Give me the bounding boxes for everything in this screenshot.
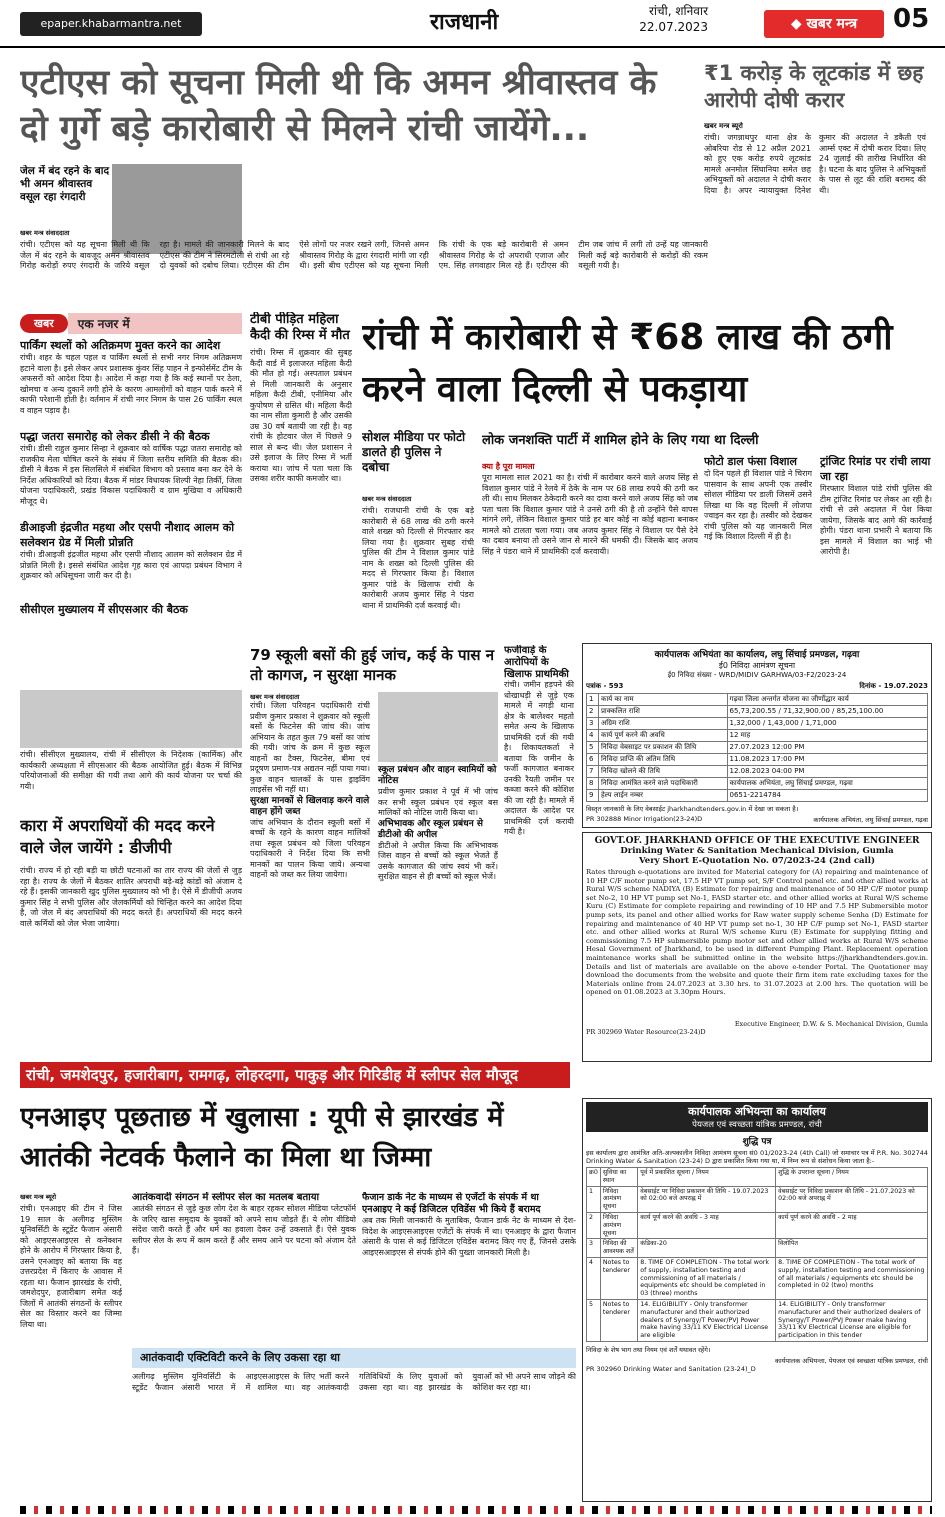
tb-body: रांची। रिम्स में शुक्रवार की सुबह कैदी वार्ड में इलाजरत महिला कैदी की मौत हो गई। अस्पताल प्रबंधन से मिली जानकारी के अनुसार महिला कैदी टीबी, एनीमिया और कुपोषण से ग्रसित थी। महिला कैदी का नाम सीता कुमारी है और उसकी उम्र 30 वर्ष बतायी जा रही है। वह रांची के होटवार जेल में पिछले 9 साल से बन्द थी। जेल प्रशासन ने उसे इलाज के लिए रिम्स में भर्ती कराया था। जांच में पता चला कि उसका शरीर काफी कमजोर था। bbox=[250, 348, 352, 483]
table-row: 1 कार्य का नाम गढ़वा जिला अन्तर्गत योजना का जीर्णोद्धार कार्य bbox=[587, 694, 928, 706]
ad2-title: GOVT.OF. JHARKHAND OFFICE OF THE EXECUTIVE ENGINEER bbox=[594, 836, 920, 846]
tender-ad-garhwa bbox=[582, 643, 932, 828]
lead-photo-caption bbox=[20, 165, 110, 225]
thug-sub2: ट्रांजिट रिमांड पर रांची लाया जा रहा bbox=[820, 455, 931, 483]
website-label[interactable]: epaper.khabarmantra.net bbox=[20, 12, 202, 36]
ad1-table bbox=[586, 693, 928, 802]
table-row: 8 निविदा आमंत्रित करने वाले पदाधिकारी कार्यपालक अभियंता, लघु सिंचाई प्रमण्डल, गढ़वा bbox=[587, 778, 928, 790]
ad1-dinank: दिनांक - 19.07.2023 bbox=[859, 682, 928, 690]
tb-headline: टीबी पीड़ित महिला कैदी की रिम्स में मौत bbox=[250, 312, 350, 343]
bus-body2: प्रवीण कुमार प्रकाश ने पूर्व में भी जांच कर सभी स्कूल प्रबंधन एवं स्कूल बस मालिकों को नोटिस जारी किया था। bbox=[378, 787, 498, 817]
ad3-sign: कार्यपालक अभियन्ता, पेयजल एवं स्वच्छता यांत्रिक प्रमण्डल, रांची bbox=[774, 1356, 928, 1365]
loot-story bbox=[704, 122, 926, 298]
section-title: राजधानी bbox=[430, 10, 499, 35]
thug-lead-in: क्या है पूरा मामला bbox=[482, 462, 535, 471]
nia-col3 bbox=[362, 1192, 576, 1342]
ad1-patrank: पत्रांक - 593 bbox=[586, 682, 624, 690]
nia-sub3: आतंकवादी एक्टिविटी करने के लिए उकसा रहा था bbox=[132, 1348, 576, 1368]
nia-sub2: फैजान डार्क नेट के माध्यम से एजेंटों के संपर्क में था bbox=[362, 1192, 539, 1203]
ad3-label: शुद्धि पत्र bbox=[742, 1137, 772, 1147]
ad1-foot: विस्तृत जानकारी के लिए वेबसाईट jharkhandtenders.gov.in में देखा जा सकता है। bbox=[586, 805, 799, 813]
table-row: 1 निविदा आमंत्रण सूचना वेबसाईट पर निविदा प्रकाशन की तिथि - 19.07.2023 को 02:00 बजे अपराह्न में वेबसाईट पर निविदा प्रकाशन की तिथि - 21.07.2023 को 02:00 बजे अपराह्न में bbox=[587, 1186, 928, 1212]
lead-caption-text: जेल में बंद रहने के बाद भी अमन श्रीवास्तव वसूल रहा रंगदारी bbox=[20, 165, 110, 203]
page-number: 05 bbox=[893, 4, 930, 34]
bus-body1: जांच अभियान के दौरान स्कूली बसों में बच्चों के रहने के कारण वाहन मालिकों तथा स्कूल प्रबंधन को जिला परिवहन पदाधिकारी ने निर्देश दिया कि सभी मानकों का पालन किया जाये। अन्यथा वाहनों को जब्त कर लिया जायेगा। bbox=[250, 817, 370, 879]
bus-sub1: सुरक्षा मानकों से खिलवाड़ करने वाले वाहन होंगे जब्त bbox=[250, 795, 370, 817]
table-row: 5 निविदा वेबसाइट पर प्रकाशन की तिथि 27.07.2023 12:00 PM bbox=[587, 742, 928, 754]
bus-body: रांची। जिला परिवहन पदाधिकारी रांची प्रवीण कुमार प्रकाश ने शुक्रवार को स्कूली बसों के फिटनेस की जांच की। जांच अभियान के तहत कुल 79 बसों का जांच की गयी। जांच के क्रम में कुछ स्कूल वाहनों का टैक्स, फिटनेस, बीमा एवं प्रदूषण प्रमाण-पत्र अद्यतन नहीं पाया गया। कुछ वाहन चालकों के पास ड्राइविंग लाइसेंस भी नहीं था। bbox=[250, 701, 370, 794]
thug-body2: पूरा मामला साल 2021 का है। रांची में कारोबार करने वाले अजय सिंह से विशाल कुमार पांडे ने रेलवे में ठेके के नाम पर 68 लाख रुपये की ठगी कर ली थी। साथ मिलकर ठेकेदारी करने का दावा करने वाले अजय सिंह को जब पता चला कि विशाल कुमार पांडे ने उनसे ठगी की है तो उन्होंने पैसे वापस मांगने लगे, लेकिन विशाल कुमार पांडे हर बार कोई ना कोई बहाना बनाकर मामले को टालता चला गया। जब अजय कुमार सिंह ने विशाल पर पैसे देने का दबाव बनाया तो उसने जान से मारने की धमकी दी। जिसके बाद अजय सिंह ने पंडरा थाने में प्राथमिकी दर्ज करवायी। bbox=[482, 473, 698, 556]
table-row: 3 निविदा की आवश्यक शर्तें कंडिका-20 विलोपित bbox=[587, 1239, 928, 1258]
bus-photo bbox=[378, 692, 498, 762]
nazar-tag: खबर bbox=[20, 314, 68, 333]
thug-side-head: सोशल मीडिया पर फोटो डालते ही पुलिस ने दबोचा bbox=[362, 430, 466, 474]
place-label: रांची, शनिवार bbox=[649, 4, 708, 18]
nia-body: रांची। एनआइए की टीम ने जिस 19 साल के अलीगढ़ मुस्लिम यूनिवर्सिटी के स्टूडेंट फैजान अंसारी को आइएसआइएस से कनेक्शन होने के आरोप में गिरफ्तार किया है, उसने एनआइए को बताया कि वह उत्तरप्रदेश में किराए के आवास में रहता था। फैजान झारखंड के रांची, जमशेदपुर, हजारीबाग समेत कई जिलों में आतंकी संगठनों के स्लीपर सेल का विस्तार करने का जिम्मा लिया था। bbox=[20, 1204, 122, 1329]
bus-body3: डीटीओ ने अपील किया कि अभिभावक जिस वाहन से बच्चों को स्कूल भेजते हैं उसके कागजात की जांच स्वयं भी करें। सुरक्षित वाहन से ही बच्चों को स्कूल भेजें। bbox=[378, 840, 498, 881]
fir-body: रांची। जमीन हड़पने की धोखाधड़ी से जुड़े एक मामले में नगड़ी थाना क्षेत्र के बालेश्वर महतो समेत अन्य के खिलाफ प्राथमिकी दर्ज की गयी है। शिकायतकर्ता ने बताया कि जमीन के फर्जी कागजात बनाकर उनकी रैयती जमीन पर कब्जा करने की कोशिश की जा रही है। मामले में अदालत के आदेश पर प्राथमिकी दर्ज करायी गयी है। bbox=[504, 680, 574, 836]
table-row: 9 हेल्प लाईन नम्बर 0651-2214784 bbox=[587, 790, 928, 802]
ad1-title: कार्यपालक अभियंता का कार्यालय, लघु सिंचाई प्रमण्डल, गढ़वा bbox=[654, 650, 860, 660]
ad2-sign: Executive Engineer, D.W. & S. Mechanical Division, Gumla bbox=[734, 1020, 928, 1028]
ad3-sub: पेयजल एवं स्वच्छता यांत्रिक प्रमण्डल, रांची bbox=[692, 1120, 822, 1130]
lead-byline: खबर मन्त्र संवाददाता bbox=[20, 229, 70, 237]
ad1-sub: ई0 निविदा आमंत्रण सूचना bbox=[718, 661, 796, 670]
nazar-header bbox=[20, 312, 242, 334]
crime-headline: कारा में अपराधियों की मदद करने वाले जेल जायेंगे : डीजीपी bbox=[20, 816, 215, 857]
nazar-title-4: सीसीएल मुख्यालय में सीएसआर की बैठक bbox=[20, 603, 188, 616]
crime-body: रांची। राज्य में हो रही बड़ी या छोटी घटनाओं का तार राज्य की जेलों से जुड़ रहा है। राज्य के जेलों में बैठकर शातिर अपराधी बड़े-बड़े कांडों को अंजाम दे रहे हैं। इसकी जानकारी खुद पुलिस मुख्यालय को भी है। ऐसे में डीजीपी अजय कुमार सिंह ने सभी पुलिस और जेलकर्मियों को चिन्हित करने का आदेश दिया है, जो जेल में बंद अपराधियों की मदद करते हैं। अपराधियों की मदद करने वाले कर्मियों को जेल भेजा जायेगा। bbox=[20, 866, 242, 928]
nazar-body-1: रांची। शहर के चहल पहल व पार्किंग स्थलों से सभी नगर निगम अतिक्रमण हटाने वाला है। इसे लेकर अपर प्रशासक कुंवर सिंह पाहन ने इन्फोर्समेंट टीम के अफसरों को आदेश दिया है। आदेश में कहा गया है कि कई स्थानों पर ठेला, खोमचा व अन्य दुकानें लगी होने के कारण आमलोगों को वाहन पार्क करने में काफी परेशानी होती है। वर्तमान में रांची नगर निगम के पास 26 पार्किंग स्थल व वाहन पड़ाव है। bbox=[20, 353, 242, 415]
thug-body4: गिरफ्तार विशाल पांडे रांची पुलिस की टीम ट्रांजिट रिमांड पर लेकर आ रही है। रांची से उसे अदालत में पेश किया जायेगा, जिसके बाद आगे की कार्रवाई होगी। पंडरा थाना प्रभारी ने बताया कि इस मामले में विशाल का भाई भी आरोपी है। bbox=[820, 484, 932, 556]
bus-headline: 79 स्कूली बसों की हुई जांच, कई के पास न तो कागज, न सुरक्षा मानक bbox=[250, 646, 495, 684]
bus-sub3: अभिभावक और स्कूल प्रबंधन से डीटीओ की अपील bbox=[378, 818, 483, 840]
loot-byline: खबर मन्त्र ब्यूरो bbox=[704, 122, 743, 130]
nazar-label: एक नजर में bbox=[68, 313, 242, 334]
nazar-list bbox=[20, 338, 242, 688]
thug-body1: रांची। राजधानी रांची के एक बड़े कारोबारी से 68 लाख की ठगी करने वाले शख्स को दिल्ली से गिरफ्तार कर लिया गया है। शुक्रवार सुबह रांची पुलिस की टीम ने विशाल कुमार पांडे नाम के शख्स को दिल्ली पुलिस की मदद से गिरफ्तार किया है। विशाल कुमार पांडे के खिलाफ रांची के कारोबारी अजय कुमार सिंह ने पंडरा थाना में प्राथमिकी दर्ज करवाई थी। bbox=[362, 506, 474, 610]
nazar-body-4: रांची। सीसीएल मुख्यालय, रांची में सीसीएल के निदेशक (कार्मिक) और कार्यकारी अध्यक्षता में सीएसआर की बैठक आयोजित हुई। बैठक में विभिन्न परियोजनाओं की समीक्षा की गयी तथा आगे की कार्य योजना पर चर्चा की गयी। bbox=[20, 750, 242, 791]
thug-col3 bbox=[704, 454, 812, 624]
brand-logo: ◆ खबर मन्त्र bbox=[764, 10, 884, 38]
ad2-body: Rates through e-quotations are invited for Material category for (A) repairing and maintenance of 10 HP C/F motor pump set, 17.5 HP VT pump set, S/F Control panel etc. and other allied works at Rural W/S scheme NADIYA (B) Estimate for repairing and maintenance of 50 HP C/F motor pump set No-2, 10 HP VT pump set No-1, FASD starter etc. and other allied works at Rural W/S scheme Kuru (C) Estimate for complete repairing and rewinding of 10 HP and 7.5 HP Submersible motor pump sets, its panel and other allied works for Raw water supply scheme Senha (D) Estimate for repairing and maintenance of 40 HP VT pump set no-1, 30 HP C/F pump set No-1, FASD starter etc. and other allied works at Rural W/S scheme Kuru (E) Estimate for supplying fitting and commissioning 7.5 HP submersible pump motor set and other allied works at Rural W/S scheme Hesal Government of Jharkhand, to be used in different Pumping Plant. Replacement operation maintenance works shall be submitted online in the website https://jharkhandtenders.gov.in. Details and list of materials are available on the above e-tender Portal. The Quotationer may download the documents from the website and quote their firm item rate excluding taxes for the Materials online from 24.07.2023 at 3.30 hrs. to 31.07.2023 at 2.00 hrs. The quotation will be opened on 01.08.2023 at 3.30pm Hours. bbox=[586, 868, 928, 997]
nia-body2: अब तक मिली जानकारी के मुताबिक, फैजान डार्क नेट के माध्यम से देश-विदेश के आइएसआइएस एजेंटों के संपर्क में था। एनआइए के द्वारा फैजान अंसारी के पास से कई डिजिटल एविडेंस बरामद किए गए हैं, जिनसे उसके आइएसआइएस से संपर्क होने की पुख्ता जानकारी मिली है। bbox=[362, 1216, 576, 1257]
ad3-foot: निविदा के शेष भाग तथा नियम एवं शर्तें यथावत रहेंगे। bbox=[586, 1345, 711, 1354]
table-row: 2 प्राक्कलित राशि 65,73,200.55 / 71,32,900.00 / 85,25,100.00 bbox=[587, 706, 928, 718]
bus-byline: खबर मन्त्र संवाददाता bbox=[250, 693, 300, 701]
nia-body3: अलीगढ़ मुस्लिम यूनिवर्सिटी के स्टूडेंट फैजान अंसारी भारत में आइएसआइएस के लिए भर्ती करने में शामिल था। वह आतंकवादी गतिविधियों के लिए युवाओं को उकसा रहा था। वह झारखंड के युवाओं को भी अपने साथ जोड़ने की कोशिश कर रहा था। bbox=[132, 1372, 576, 1392]
thug-byline: खबर मन्त्र संवाददाता bbox=[362, 495, 412, 503]
ad3-table bbox=[586, 1167, 928, 1342]
lead-headline: एटीएस को सूचना मिली थी कि अमन श्रीवास्तव के दो गुर्गे बड़े कारोबारी से मिलने रांची जायेंगे... bbox=[20, 63, 657, 149]
nazar-title-3: डीआइजी इंद्रजीत महथा और एसपी नौशाद आलम को सलेक्शन ग्रेड में मिली प्रोन्नति bbox=[20, 521, 235, 549]
loot-headline: ₹1 करोड़ के लूटकांड में छह आरोपी दोषी करार bbox=[704, 61, 924, 112]
thug-col1 bbox=[362, 494, 474, 644]
sleeper-banner: रांची, जमशेदपुर, हजारीबाग, रामगढ़, लोहरदगा, पाकुड़ और गिरिडीह में स्लीपर सेल मौजूद bbox=[20, 1062, 570, 1088]
thug-col2 bbox=[482, 454, 698, 614]
nia-col1 bbox=[20, 1192, 122, 1504]
loot-body: रांची। जगन्नाथपुर थाना क्षेत्र के ओबरिया रोड से 12 अप्रैल 2021 को हुए एक करोड़ रुपये लूटकांड मामले अनमोल सिंघानिया समेत छह अभियुक्तों को अदालत ने दोषी करार दिया है। अपर न्यायायुक्त दिनेश कुमार की अदालत ने डकैती एवं आर्म्स एक्ट में दोषी करार दिया। लिए 24 जुलाई की तारीख निर्धारित की है। घटना के बाद पुलिस ने अभियुक्तों के पास से लूट की राशि बरामद की थी। bbox=[704, 133, 926, 195]
table-row: क्र0 सुविधा का स्थान पूर्व में प्रकाशित सूचना / नियम शुद्धि के उपरान्त सूचना / नियम bbox=[587, 1168, 928, 1187]
date-label: 22.07.2023 bbox=[639, 20, 708, 34]
thug-sub1: फोटो डाल फंसा विशाल bbox=[704, 455, 797, 468]
ad2-pr: PR 302969 Water Resource(23-24)D bbox=[586, 1028, 706, 1036]
thug-body3: दो दिन पहले ही विशाल पांडे ने चिराग पासवान के साथ अपनी एक तस्वीर सोशल मीडिया पर डाली जिसमें उसने लिखा था कि वह दिल्ली में लोजपा ज्वाइन कर रहा है। तस्वीर को देखकर रांची पुलिस को यह जानकारी मिल गई कि विशाल दिल्ली में ही है। bbox=[704, 469, 812, 541]
table-row: 6 निविदा प्राप्ति की अंतिम तिथि 11.08.2023 17:00 PM bbox=[587, 754, 928, 766]
nia-sub2b: एनआइए ने कई डिजिटल एविडेंस भी किये हैं बरामद bbox=[362, 1204, 541, 1215]
bus-story bbox=[250, 692, 498, 1062]
nia-headline: एनआइए पूछताछ में खुलासा : यूपी से झारखंड में आतंकी नेटवर्क फैलाने का मिला था जिम्मा bbox=[20, 1102, 504, 1173]
brand-name: खबर मन्त्र bbox=[806, 16, 858, 32]
nia-body1: आतंकी संगठन से जुड़े कुछ लोग देश के बाहर रहकर सोशल मीडिया प्लेटफॉर्म के जरिए खास समुदाय के युवकों को अपने साथ जोड़ते हैं। ये लोग वीडियो संदेश जारी करते हैं और धर्म का हवाला देकर उन्हें उकसाते हैं। ऐसे युवक स्लीपर सेल के रूप में काम करते हैं और समय आने पर घटना को अंजाम देते हैं। bbox=[132, 1204, 356, 1255]
ad1-ref: ई0 निविदा संख्या - WRD/MIDIV GARHWA/03-F2/2023-24 bbox=[667, 671, 847, 679]
ccl-meeting-photo bbox=[20, 690, 242, 748]
table-row: 3 अग्रिम राशि 1,32,000 / 1,43,000 / 1,71,000 bbox=[587, 718, 928, 730]
thug-kicker: लोक जनशक्ति पार्टी में शामिल होने के लिए गया था दिल्ली bbox=[482, 433, 759, 448]
lead-body: रांची। एटीएस को यह सूचना मिली थी कि जेल में बंद रहने के बावजूद अमन श्रीवास्तव गिरोह करोड़ों रुपए रंगदारी के जरिये वसूल रहा है। मामले की जानकारी मिलने के बाद एटीएस की टीम ने सिरमटोली से रांची आ रहे दो युवकों को दबोच लिया। एटीएस की टीम ऐसे लोगों पर नजर रखने लगी, जिनसे अमन श्रीवास्तव गिरोह के द्वारा रंगदारी मांगी जा रही थी। इसी बीच एटीएस को यह सूचना मिली कि रांची के एक बड़े कारोबारी से अमन श्रीवास्तव गिरोह के दो अपराधी एजाज और एम. सिंह लगवाहार मिल रहे हैं। एटीएस की टीम जब जांच में लगी तो उन्हें यह जानकारी मिली कई बड़े कारोबारी से करोड़ों की रकम वसूली गयी है। bbox=[20, 240, 708, 270]
thug-headline: रांची में कारोबारी से ₹68 लाख की ठगी करने वाला दिल्ली से पकड़ाया bbox=[362, 317, 893, 410]
nazar-title-2: पद्धा जतरा समारोह को लेकर डीसी ने की बैठक bbox=[20, 430, 210, 443]
table-row: 2 निविदा आमंत्रण सूचना कार्य पूर्ण करने की अवधि - 3 माह कार्य पूर्ण करने की अवधि - 2 माह bbox=[587, 1212, 928, 1238]
ad3-title: कार्यपालक अभियन्ता का कार्यालय bbox=[688, 1105, 826, 1118]
nia-sub1: आतंकवादी संगठन में स्लीपर सेल का मतलब बताया bbox=[132, 1192, 320, 1203]
ad1-pr: PR 302888 Minor Irrigation(23-24)D bbox=[586, 815, 703, 823]
fir-headline: फर्जीवाड़े के आरोपियों के खिलाफ प्राथमिकी bbox=[504, 645, 569, 680]
ad2-sub: Drinking Water & Sanitation Mechanical Division, Gumla bbox=[620, 846, 894, 856]
ad3-intro: इस कार्यालय द्वारा आमंत्रित अति-अल्पकालीन निविदा आमंत्रण सूचना सं0 01/2023-24 (4th Call) जो समाचार पत्र में P.R. No. 302744 Drinking Water & Sanitation (23-24) D द्वारा प्रकाशित किया गया था, में निम्न रूप से संशोधन किया जाता है:- bbox=[586, 1149, 928, 1165]
ad3-pr: PR 302960 Drinking Water and Sanitation (23-24)_D bbox=[586, 1364, 756, 1373]
ad1-sign: कार्यपालक अभियंता, लघु सिंचाई प्रमण्डल, गढ़वा bbox=[813, 816, 928, 824]
nazar-body-3: रांची। डीआइजी इंद्रजीत महथा और एसपी नौशाद आलम को सलेक्शन ग्रेड में प्रोन्नति मिली है। इससे संबंधित आदेश गृह कारा एवं आपदा प्रबंधन विभाग ने शुक्रवार को अधिसूचना जारी कर दी है। bbox=[20, 550, 242, 580]
nia-col2 bbox=[132, 1192, 356, 1342]
dateline bbox=[630, 3, 708, 35]
tender-ad-ranchi bbox=[582, 1098, 932, 1502]
ad2-ref: Very Short E-Quotation No. 07/2023-24 (2nd call) bbox=[638, 856, 876, 866]
nazar-title-1: पार्किंग स्थलों को अतिक्रमण मुक्त करने का आदेश bbox=[20, 339, 221, 352]
table-row: 4 कार्य पूर्ण करने की अवधि 12 माह bbox=[587, 730, 928, 742]
nazar-body-2: रांची। डीसी राहुल कुमार सिन्हा ने शुक्रवार को वार्षिक पद्धा जतरा समारोह को राजकीय मेला घोषित करने के संबंध में जिला स्तरीय समिति की बैठक की। डीसी ने बैठक में इस सिलसिले में संबंधित विभाग को प्रस्ताव बना कर देने के निर्देश अधिकारियों को दिया। बैठक में मांडर विधायक शिल्पी नेहा तिर्की, जिला योजना पदाधिकारी, प्रखंड विकास पदाधिकारी व ग्राम मुखिया व अधिकारी मौजूद थे। bbox=[20, 444, 242, 506]
table-row: 7 निविदा खोलने की तिथि 12.08.2023 04:00 PM bbox=[587, 766, 928, 778]
registration-strip bbox=[20, 1506, 932, 1514]
tender-ad-gumla bbox=[582, 832, 932, 1062]
table-row: 4 Notes to tenderer 8. TIME OF COMPLETION - The total work of supply, installation testing and commissioning of all materials / equipments etc should be completed in 03 (three) months 8. TIME OF COMPLETION - The total work of supply, installation testing and commissioning of all materials / equipments etc should be completed in 02 (two) months bbox=[587, 1257, 928, 1299]
bus-sub2: स्कूल प्रबंधन और वाहन स्वामियों को नोटिस bbox=[378, 765, 497, 786]
masthead bbox=[0, 0, 945, 48]
nia-byline: खबर मन्त्र ब्यूरो bbox=[20, 1193, 57, 1201]
thug-col4 bbox=[820, 454, 932, 624]
table-row: 5 Notes to tenderer 14. ELIGIBILITY - Only transformer manufacturer and their authorized dealers of Synergy/T Power/PVJ Power make having 33/11 KV Electrical License are eligible 14. ELIGIBILITY - Only transformer manufacturer and their authorized dealers of Synergy/T Power/PVJ Power make having 33/11 KV Electrical License are eligible for participation in this tender bbox=[587, 1299, 928, 1341]
